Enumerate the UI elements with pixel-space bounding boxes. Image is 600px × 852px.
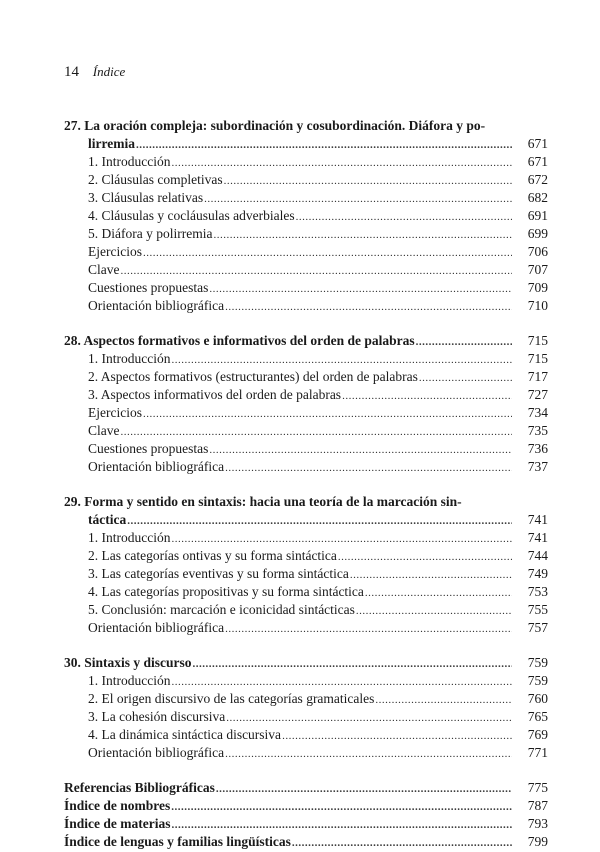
dot-leader [292, 833, 512, 852]
toc-entry[interactable] [64, 672, 548, 690]
page-ref: 672 [527, 172, 548, 187]
page-ref: 736 [527, 441, 548, 456]
backmatter-entry[interactable] [64, 779, 548, 797]
entry-label: Referencias Bibliográficas [64, 780, 215, 795]
toc-entry[interactable] [64, 225, 548, 243]
toc-entry[interactable] [64, 422, 548, 440]
backmatter-entry[interactable] [64, 797, 548, 815]
toc-entry[interactable] [64, 619, 548, 637]
entry-label: Cuestiones propuestas [88, 280, 209, 295]
chapter-heading-entry[interactable] [64, 135, 548, 153]
page-ref: 749 [527, 566, 548, 581]
page-ref: 691 [527, 208, 548, 223]
toc-entry[interactable] [64, 726, 548, 744]
toc-entry[interactable] [64, 690, 548, 708]
dot-leader [225, 744, 512, 763]
dot-leader [224, 171, 512, 190]
page-ref: 715 [527, 333, 548, 348]
dot-leader [136, 135, 512, 154]
chapter-28 [64, 332, 548, 476]
chapter-title: 29. Forma y sentido en sintaxis: hacia una teoría de la marcación sin- [64, 494, 462, 509]
page-ref: 799 [527, 834, 548, 849]
chapter-30 [64, 654, 548, 762]
chapter-heading-line[interactable] [64, 493, 548, 511]
toc-entry[interactable] [64, 207, 548, 225]
page-ref: 753 [527, 584, 548, 599]
chapter-heading-entry[interactable] [64, 511, 548, 529]
dot-leader [121, 261, 513, 280]
page-ref: 707 [527, 262, 548, 277]
entry-label: 1. Introducción [88, 351, 171, 366]
dot-leader [216, 779, 512, 798]
running-head [64, 64, 125, 81]
dot-leader [171, 672, 512, 691]
entry-label: 3. La cohesión discursiva [88, 709, 226, 724]
dot-leader [338, 547, 512, 566]
toc-entry[interactable] [64, 440, 548, 458]
running-title: Índice [92, 64, 126, 79]
dot-leader [226, 708, 512, 727]
page-ref: 727 [527, 387, 548, 402]
entry-label: Orientación bibliográfica [88, 459, 225, 474]
entry-label: 5. Diáfora y polirremia [88, 226, 213, 241]
chapter-title: 28. Aspectos formativos e informativos del orden de palabras [64, 333, 415, 348]
page-ref: 709 [527, 280, 548, 295]
page-ref: 757 [527, 620, 548, 635]
toc-entry[interactable] [64, 601, 548, 619]
entry-label: 2. Cláusulas completivas [88, 172, 223, 187]
dot-leader [365, 583, 512, 602]
dot-leader [143, 404, 512, 423]
page-ref: 769 [527, 727, 548, 742]
toc-entry[interactable] [64, 297, 548, 315]
toc-entry[interactable] [64, 744, 548, 762]
dot-leader [225, 619, 512, 638]
dot-leader [121, 422, 513, 441]
toc-entry[interactable] [64, 458, 548, 476]
page-ref: 710 [527, 298, 548, 313]
entry-label: 2. Aspectos formativos (estructurantes) del orden de palabras [88, 369, 418, 384]
toc-entry[interactable] [64, 529, 548, 547]
toc-entry[interactable] [64, 708, 548, 726]
entry-label: 2. Las categorías ontivas y su forma sintáctica [88, 548, 337, 563]
dot-leader [193, 654, 512, 673]
backmatter-entry[interactable] [64, 815, 548, 833]
dot-leader [171, 529, 512, 548]
entry-label: Orientación bibliográfica [88, 620, 225, 635]
toc-entry[interactable] [64, 279, 548, 297]
dot-leader [171, 797, 512, 816]
page-ref: 706 [527, 244, 548, 259]
toc-entry[interactable] [64, 386, 548, 404]
entry-label: 1. Introducción [88, 673, 171, 688]
chapter-27 [64, 117, 548, 315]
dot-leader [209, 440, 512, 459]
toc-entry[interactable] [64, 243, 548, 261]
entry-label: 3. Aspectos informativos del orden de palabras [88, 387, 342, 402]
entry-label: 1. Introducción [88, 530, 171, 545]
page-ref: 671 [527, 136, 548, 151]
page-ref: 671 [527, 154, 548, 169]
dot-leader [342, 386, 512, 405]
dot-leader [143, 243, 512, 262]
chapter-heading-entry[interactable] [64, 654, 548, 672]
page-ref: 775 [527, 780, 548, 795]
entry-label: 4. Cláusulas y cocláusulas adverbiales [88, 208, 295, 223]
entry-label: Índice de materias [64, 816, 171, 831]
chapter-title: 27. La oración compleja: subordinación y cosubordinación. Diáfora y po- [64, 118, 486, 133]
dot-leader [171, 153, 512, 172]
entry-label: 3. Cláusulas relativas [88, 190, 204, 205]
toc-entry[interactable] [64, 368, 548, 386]
page-ref: 734 [527, 405, 548, 420]
toc-entry[interactable] [64, 261, 548, 279]
toc-entry[interactable] [64, 404, 548, 422]
entry-label: 3. Las categorías eventivas y su forma sintáctica [88, 566, 349, 581]
page-number: 14 [64, 64, 79, 80]
dot-leader [127, 511, 512, 530]
dot-leader [282, 726, 512, 745]
dot-leader [375, 690, 512, 709]
page-ref: 787 [527, 798, 548, 813]
page-ref: 715 [527, 351, 548, 366]
page-ref: 735 [527, 423, 548, 438]
dot-leader [204, 189, 512, 208]
entry-label: 5. Conclusión: marcación e iconicidad sintácticas [88, 602, 355, 617]
toc-entry[interactable] [64, 171, 548, 189]
page-ref: 699 [527, 226, 548, 241]
chapter-heading-entry[interactable] [64, 332, 548, 350]
dot-leader [213, 225, 512, 244]
entry-label: Clave [88, 423, 120, 438]
dot-leader [419, 368, 512, 387]
toc-entry[interactable] [64, 565, 548, 583]
entry-label: 1. Introducción [88, 154, 171, 169]
page-ref: 793 [527, 816, 548, 831]
toc-entry[interactable] [64, 583, 548, 601]
entry-label: Orientación bibliográfica [88, 298, 225, 313]
backmatter-entry[interactable] [64, 833, 548, 851]
dot-leader [171, 350, 512, 369]
page-ref: 755 [527, 602, 548, 617]
page-ref: 717 [527, 369, 548, 384]
entry-label: Índice de nombres [64, 798, 171, 813]
entry-label: Ejercicios [88, 405, 142, 420]
page-ref: 771 [527, 745, 548, 760]
chapter-title-continuation: lirremia [88, 136, 135, 151]
toc-entry[interactable] [64, 189, 548, 207]
dot-leader [225, 458, 512, 477]
entry-label: 4. Las categorías propositivas y su forma sintáctica [88, 584, 364, 599]
entry-label: Cuestiones propuestas [88, 441, 209, 456]
chapter-title: 30. Sintaxis y discurso [64, 655, 192, 670]
entry-label: Clave [88, 262, 120, 277]
toc-entry[interactable] [64, 350, 548, 368]
table-of-contents [64, 117, 548, 851]
page-ref: 737 [527, 459, 548, 474]
dot-leader [356, 601, 512, 620]
page-ref: 682 [527, 190, 548, 205]
page-ref: 759 [527, 655, 548, 670]
entry-label: 4. La dinámica sintáctica discursiva [88, 727, 282, 742]
entry-label: 2. El origen discursivo de las categorías gramaticales [88, 691, 375, 706]
dot-leader [350, 565, 512, 584]
entry-label: Orientación bibliográfica [88, 745, 225, 760]
dot-leader [209, 279, 512, 298]
toc-entry[interactable] [64, 153, 548, 171]
toc-entry[interactable] [64, 547, 548, 565]
page-ref: 765 [527, 709, 548, 724]
dot-leader [416, 332, 512, 351]
page-ref: 741 [527, 530, 548, 545]
page-ref: 744 [527, 548, 548, 563]
page-ref: 741 [527, 512, 548, 527]
dot-leader [296, 207, 512, 226]
chapter-29 [64, 493, 548, 637]
entry-label: Ejercicios [88, 244, 142, 259]
backmatter [64, 779, 548, 851]
chapter-title-continuation: táctica [88, 512, 127, 527]
entry-label: Índice de lenguas y familias lingüísticas [64, 834, 291, 849]
dot-leader [225, 297, 512, 316]
page-ref: 759 [527, 673, 548, 688]
page-ref: 760 [527, 691, 548, 706]
chapter-heading-line[interactable] [64, 117, 548, 135]
dot-leader [171, 815, 512, 834]
